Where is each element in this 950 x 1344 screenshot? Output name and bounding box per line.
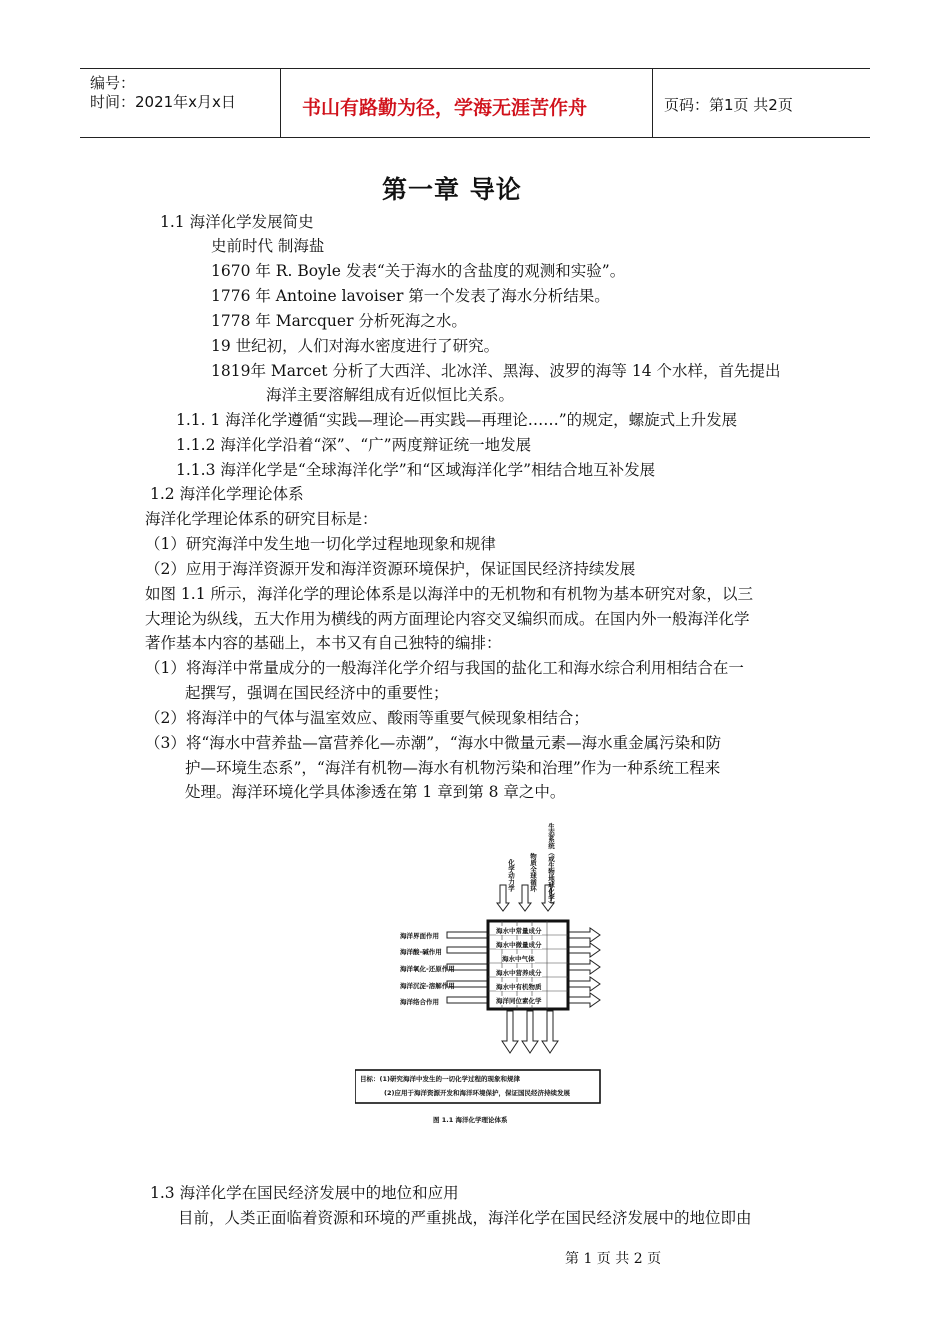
number-label: 编号： xyxy=(90,74,136,92)
process-label: 海洋氧化-还原作用 xyxy=(400,965,455,973)
figure-theory-system xyxy=(355,815,615,1135)
history-line: 海洋主要溶解组成有近似恒比关系。 xyxy=(266,386,515,404)
section-heading: 1.2 海洋化学理论体系 xyxy=(150,485,304,503)
list-item: 起撰写，强调在国民经济中的重要性； xyxy=(185,684,449,702)
header-divider xyxy=(652,69,653,137)
figure-caption: 图 1.1 海洋化学理论体系 xyxy=(433,1116,508,1124)
subsection-heading: 1.1. 1 海洋化学遵循“实践—理论—再实践—再理论……”的规定，螺旋式上升发展 xyxy=(176,411,738,429)
paragraph-line: 大理论为纵线，五大作用为横线的两方面理论内容交叉编织而成。在国内外一般海洋化学 xyxy=(145,610,750,628)
list-item: 处理。海洋环境化学具体渗透在第 1 章到第 8 章之中。 xyxy=(185,783,566,801)
chapter-title: 第一章 导论 xyxy=(382,175,522,204)
theory-label: 生态系统（或生物地球化学） xyxy=(547,823,555,908)
history-line: 1776 年 Antoine lavoiser 第一个发表了海水分析结果。 xyxy=(211,287,610,305)
history-line: 1670 年 R. Boyle 发表“关于海水的含盐度的观测和实验”。 xyxy=(211,262,626,280)
list-item: （2）将海洋中的气体与温室效应、酸雨等重要气候现象相结合； xyxy=(145,709,589,727)
list-item: （2）应用于海洋资源开发和海洋资源环境保护，保证国民经济持续发展 xyxy=(145,560,636,578)
header-table xyxy=(80,68,870,138)
process-label: 海洋界面作用 xyxy=(400,932,439,940)
page-label: 页码：第1页 共2页 xyxy=(664,96,793,114)
header-divider xyxy=(280,69,281,137)
component-label: 海水中营养成分 xyxy=(496,969,542,977)
list-item: （1）研究海洋中发生地一切化学过程地现象和规律 xyxy=(145,535,496,553)
paragraph-line: 目前，人类正面临着资源和环境的严重挑战，海洋化学在国民经济发展中的地位即由 xyxy=(178,1209,752,1227)
history-line: 史前时代 制海盐 xyxy=(211,237,325,255)
component-label: 海水中有机物质 xyxy=(496,983,542,991)
theory-label: 化学动力学 xyxy=(507,859,515,892)
section-heading: 1.3 海洋化学在国民经济发展中的地位和应用 xyxy=(150,1184,459,1202)
bottom-arrows xyxy=(502,1011,558,1053)
section-heading: 1.1 海洋化学发展简史 xyxy=(160,213,314,231)
paragraph-line: 如图 1.1 所示，海洋化学的理论体系是以海洋中的无机物和有机物为基本研究对象，以三 xyxy=(145,585,754,603)
list-item: （1）将海洋中常量成分的一般海洋化学介绍与我国的盐化工和海水综合利用相结合在一 xyxy=(145,659,744,677)
process-label: 海洋酸-碱作用 xyxy=(400,948,442,956)
top-arrows xyxy=(497,885,554,911)
subsection-heading: 1.1.2 海洋化学沿着“深”、“广”两度辩证统一地发展 xyxy=(176,436,532,454)
component-label: 海水中微量成分 xyxy=(496,941,542,949)
component-label: 海洋同位素化学 xyxy=(496,997,542,1005)
figure-diagram xyxy=(355,815,615,1135)
goal-text: (2)应用于海洋资源开发和海洋环境保护，保证国民经济持续发展 xyxy=(384,1089,570,1097)
component-label: 海水中常量成分 xyxy=(496,927,542,935)
paragraph-line: 海洋化学理论体系的研究目标是： xyxy=(145,510,378,528)
date-label: 时间：2021年x月x日 xyxy=(90,93,236,111)
paragraph-line: 著作基本内容的基础上，本书又有自己独特的编排： xyxy=(145,634,502,652)
subsection-heading: 1.1.3 海洋化学是“全球海洋化学”和“区域海洋化学”相结合地互补发展 xyxy=(176,461,656,479)
history-line: 19 世纪初，人们对海水密度进行了研究。 xyxy=(211,337,500,355)
process-label: 海洋络合作用 xyxy=(400,998,439,1006)
motto: 书山有路勤为径，学海无涯苦作舟 xyxy=(302,97,588,119)
theory-label: 物质全球循环 xyxy=(529,853,537,892)
history-line: 1819年 Marcet 分析了大西洋、北冰洋、黑海、波罗的海等 14 个水样，首先提出 xyxy=(211,362,781,380)
goal-text: 目标：(1)研究海洋中发生的一切化学过程的现象和规律 xyxy=(360,1075,520,1083)
history-line: 1778 年 Marcquer 分析死海之水。 xyxy=(211,312,467,330)
component-label: 海水中气体 xyxy=(502,955,535,963)
page-footer: 第 1 页 共 2 页 xyxy=(565,1251,662,1267)
process-label: 海洋沉淀-溶解作用 xyxy=(400,982,455,990)
list-item: （3）将“海水中营养盐—富营养化—赤潮”，“海水中微量元素—海水重金属污染和防 xyxy=(145,734,722,752)
list-item: 护—环境生态系”，“海洋有机物—海水有机物污染和治理”作为一种系统工程来 xyxy=(185,759,721,777)
